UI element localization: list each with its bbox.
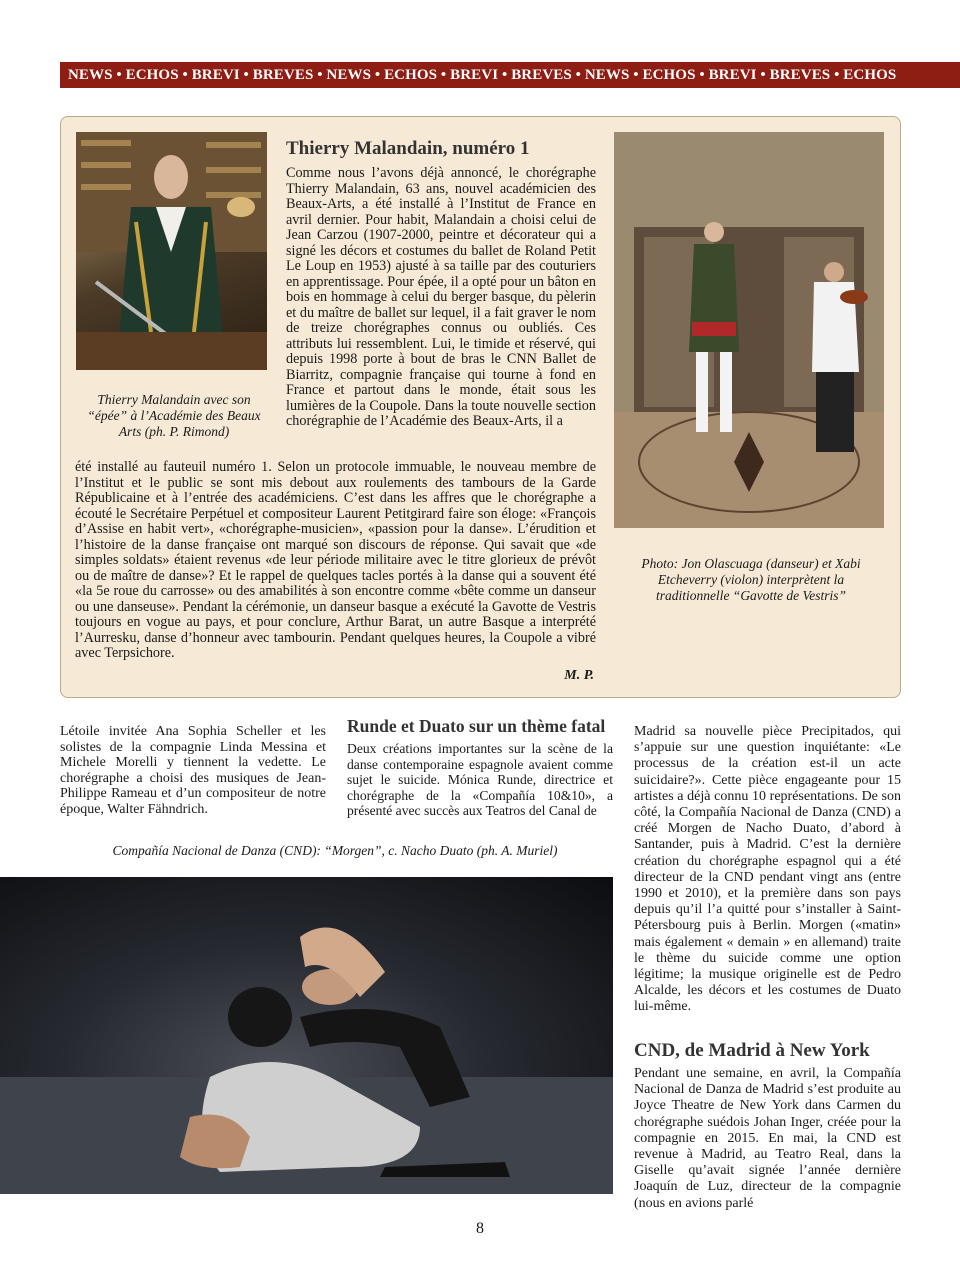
gavotte-illustration [614,132,884,528]
photo-malandain [76,132,267,370]
left-column-text: Létoile invitée Ana Sophia Scheller et les solistes de la compagnie Linda Messina et Michele Morelli y tiennent la vedette. Le chorégraphe a choisi des musiques de Jean-Philippe Rameau et d’un compositeur de notre époque, Walter Fähndrich. [60,724,326,817]
article1-wide-text: été installé au fauteuil numéro 1. Selon un protocole immuable, le nouveau membre de l’Institut et le public se sont mis debout aux roulements des tambours de la Garde Républicaine et à l’entrée des académiciens. C’est dans les affres que le chorégraphe a écouté le Secrétaire Perpétuel et compositeur Laurent Petitgirard faire son éloge: «François d’Assise en habit vert», «chorégraphe-musicien», «passion pour la danse». L’érudition et l’histoire de la danse française ont marqué son discours de réponse. Qui savait que «de simples soldats» étaient revenus «de leur période militaire avec le titre glorieux de prévôt ou de maître de danse»? Et le rappel de quelques tacles portés à la danse qui a souvent été «la 5e roue du carrosse» ou des amabilités à son encontre comme «bête comme un danseur ou une danseuse». Pendant la cérémonie, un danseur basque a exécuté la Gavotte de Vestris toujours en vogue au pays, et pour conclure, Arthur Barat, un autre Basque a interprété l’Aurresku, danse d’honneur avec tambourin. Pendant quelques heures, la Coupole a vibré avec Terpsichore. [75,459,596,661]
article2-title: Runde et Duato sur un thème fatal [347,716,606,736]
photo-morgen [0,877,613,1194]
photo3-caption: Compañía Nacional de Danza (CND): “Morgen”, c. Nacho Duato (ph. A. Muriel) [112,843,558,858]
right-column-text: Madrid sa nouvelle pièce Precipitados, qui s’appuie sur une question inquiétante: «Le processus de la création est-il un acte suicidaire?». Cette pièce engageante pour 15 artistes a déjà connu 10 représentations. De son côté, la Compañía Nacional de Danza (CND) a créé Morgen de Nacho Duato, d’abord à Santander, puis à Madrid. C’est la dernière création du chorégraphe espagnol qui a été directeur de la CND pendant vingt ans (entre 1990 et 2010), et la première dans son pays depuis qu’il l’a quitté pour s’installer à Saint-Pétersbourg puis à Berlin. Morgen («matin» mais également « demain » en allemand) traite le thème du suicide comme une option légitime; la musique originelle est de Pedro Alcalde, les décors et les costumes de Duato lui-même. [634,724,901,1015]
article3-text: Pendant une semaine, en avril, la Compañía Nacional de Danza de Madrid s’est produite au Joyce Theatre de New York dans Carmen du chorégraphe suédois Johan Inger, créée pour la compagnie en 2015. En mai, la CND est revenue à Madrid, au Teatro Real, dans la Giselle qu’avait signée l’année dernière Joaquín de Luz, directeur de la compagnie (nous en avions parlé [634,1066,901,1211]
portrait-illustration [76,132,267,370]
article3-title: CND, de Madrid à New York [634,1040,870,1061]
article1-column-text: Comme nous l’avons déjà annoncé, le chorégraphe Thierry Malandain, 63 ans, nouvel académicien des Beaux-Arts, a été installé à l’Institut de France en avril dernier. Pour habit, Malandain a choisi celui de Jean Carzou (1907-2000, peintre et décorateur qui a signé les décors et costumes du ballet de Roland Petit Le Loup en 1953) ajusté à sa taille par des couturiers en apprentissage. Pour épée, il a opté pour un bâton en bois en hommage à celui du berger basque, du pèlerin et du maître de ballet sur lequel, il a fait graver le nom de treize chorégraphes connus ou oubliés. Ces attributs lui ressemblent. Lui, le timide et réservé, qui depuis 1998 porte à bout de bras le CNN Ballet de Biarritz, compagnie française qui tourne à fond en France et partout dans le monde, était sous les lumières de la Coupole. Dans la toute nouvelle section chorégraphie de l’Académie des Beaux-Arts, il a [286,165,596,429]
photo-gavotte [614,132,884,528]
page-number: 8 [476,1220,484,1237]
morgen-illustration [0,877,613,1194]
article1-title: Thierry Malandain, numéro 1 [286,138,530,159]
article2-text: Deux créations importantes sur la scène de la danse contemporaine espagnole avaient comme sujet le suicide. Mónica Runde, directrice et chorégraphe de la «Compañía 10&10», a présenté avec succès aux Teatros del Canal de [347,741,613,818]
article1-signature: M. P. [564,668,594,683]
photo1-caption: Thierry Malandain avec son “épée” à l’Académie des Beaux Arts (ph. P. Rimond) [87,392,261,439]
news-banner: NEWS • ECHOS • BREVI • BREVES • NEWS • ECHOS • BREVI • BREVES • NEWS • ECHOS • BREVI • BREVES • ECHOS [60,62,960,88]
photo2-caption: Photo: Jon Olascuaga (danseur) et Xabi Etcheverry (violon) interprètent la traditionnelle “Gavotte de Vestris” [641,556,861,603]
